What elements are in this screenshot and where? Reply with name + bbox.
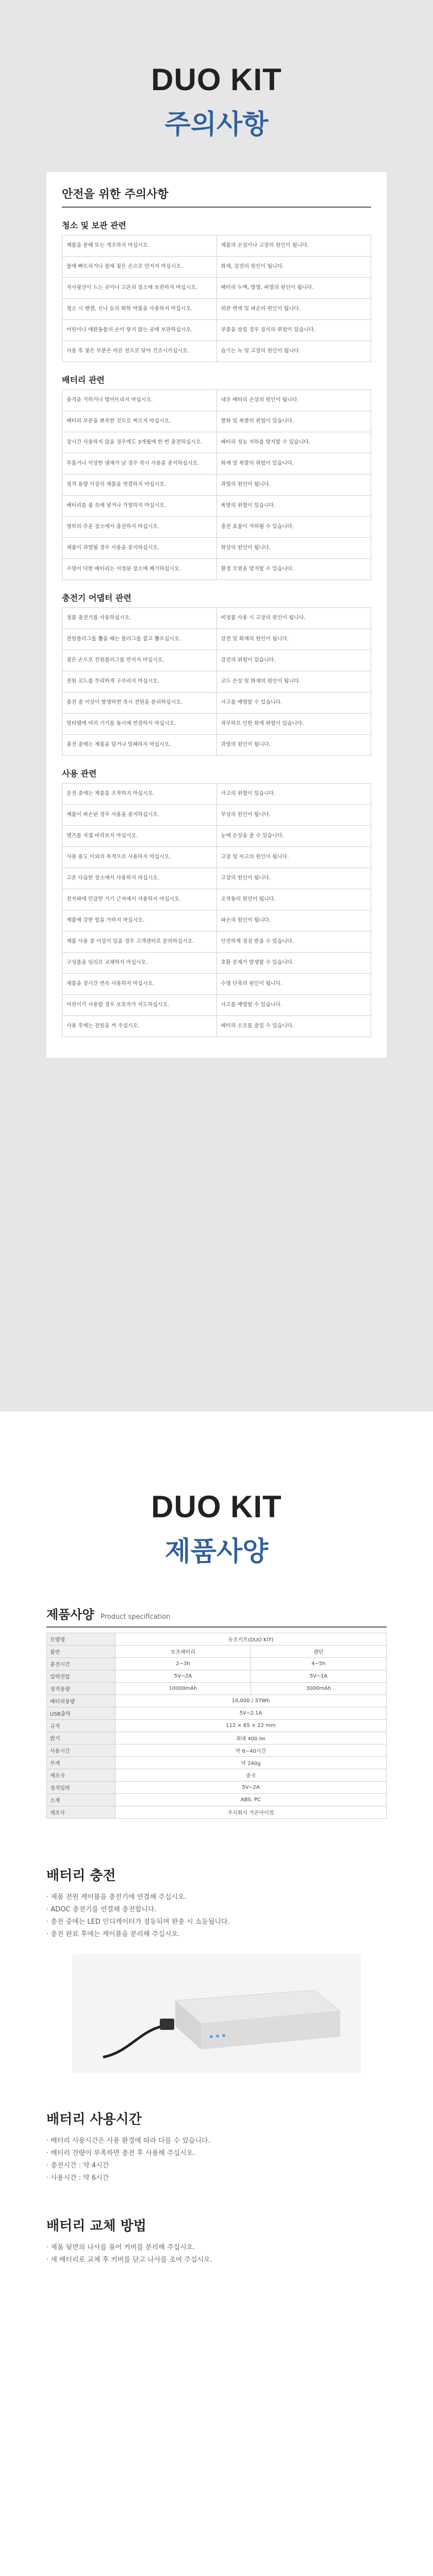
spec-label: 제조사 (47, 1806, 115, 1819)
precaution-item: 부풀거나 이상한 냄새가 날 경우 즉시 사용을 중지하십시오. (62, 453, 217, 474)
spec-value: 4~5h (251, 1658, 387, 1670)
spec-value: 5V⎓2A (115, 1670, 251, 1683)
precaution-item: 전원플러그를 뽑을 때는 플러그를 잡고 뽑으십시오. (62, 629, 217, 650)
spec-row (47, 1707, 387, 1720)
precaution-item: 전자파에 민감한 기기 근처에서 사용하지 마십시오. (62, 889, 217, 910)
precaution-group-heading: 충전기 어댑터 관련 (62, 593, 131, 603)
precaution-reason: 감전의 위험이 있습니다. (216, 650, 371, 671)
shipping-section (0, 2463, 433, 2576)
precaution-group-heading: 청소 및 보관 관련 (62, 221, 126, 230)
spec-row (47, 1806, 387, 1819)
precaution-reason: 사고의 위험이 있습니다. (216, 784, 371, 805)
precaution-reason: 부품을 삼킬 경우 질식의 위험이 있습니다. (216, 320, 371, 341)
precaution-item: 제품을 분해 또는 개조하지 마십시오. (62, 235, 217, 257)
spec-label: 규격 (47, 1720, 115, 1732)
precaution-row (62, 411, 371, 432)
precaution-reason: 내부 배터리 손상의 원인이 됩니다. (216, 390, 371, 411)
precaution-row (62, 474, 371, 496)
precaution-reason: 폭발의 위험이 있습니다. (216, 496, 371, 517)
precaution-item: 운전 중에는 제품을 조작하지 마십시오. (62, 784, 217, 805)
precaution-row (62, 235, 371, 257)
precaution-item: 사용 후 젖은 부분은 마른 천으로 닦아 건조시키십시오. (62, 341, 217, 362)
spec-value: 10,000 / 37Wh (115, 1695, 387, 1707)
precaution-item: 구성품을 임의로 교체하지 마십시오. (62, 953, 217, 974)
spec-value: 랜턴 (251, 1646, 387, 1658)
spec-value: 약 240g (115, 1757, 387, 1769)
spec-label: 정격입력 (47, 1782, 115, 1794)
precaution-item: 제품이 파손된 경우 사용을 중지하십시오. (62, 805, 217, 826)
precaution-reason: 파손의 원인이 됩니다. (216, 910, 371, 931)
precaution-row (62, 735, 371, 756)
precaution-row (62, 805, 371, 826)
spec-row (47, 1757, 387, 1769)
precaution-reason: 과열의 원인이 됩니다. (216, 474, 371, 496)
specs-section (0, 1412, 433, 2463)
spec-value: 듀오키트(DUO KIT) (115, 1633, 387, 1646)
precaution-item: 배터리 부분을 뾰족한 것으로 찌르지 마십시오. (62, 411, 217, 432)
precaution-item: 청소 시 벤젠, 신나 등의 화학 약품을 사용하지 마십시오. (62, 299, 217, 320)
spec-label: 배터리용량 (47, 1695, 115, 1707)
spec-block (46, 1604, 387, 1819)
precaution-row (62, 1016, 371, 1037)
spec-value: 약 6~40시간 (115, 1744, 387, 1757)
spec-label: 무게 (47, 1757, 115, 1769)
spec-label: 제조국 (47, 1769, 115, 1782)
usage-bullets (46, 2135, 387, 2184)
spec-label: 밝기 (47, 1732, 115, 1744)
precaution-row (62, 538, 371, 559)
spec-row (47, 1744, 387, 1757)
precaution-item: 충전 중에는 제품을 덮거나 밀폐하지 마십시오. (62, 735, 217, 756)
precaution-table (62, 235, 371, 362)
precaution-row (62, 629, 371, 650)
spec-value: 5V⎓2.1A (115, 1707, 387, 1720)
precaution-row (62, 517, 371, 538)
precautions-card (46, 172, 387, 1058)
precaution-item: 멀티탭에 여러 기기를 동시에 연결하지 마십시오. (62, 714, 217, 735)
precaution-item: 전원 코드를 무리하게 구부리지 마십시오. (62, 671, 217, 692)
precaution-row (62, 714, 371, 735)
precaution-reason: 화재, 감전의 원인이 됩니다. (216, 257, 371, 278)
precaution-reason: 안전하게 점검 받을 수 있습니다. (216, 931, 371, 953)
precaution-reason: 과열의 원인이 됩니다. (216, 735, 371, 756)
bullet-item: · 배터리 잔량이 부족하면 충전 후 사용해 주십시오. (46, 2149, 195, 2157)
precaution-item: 젖은 손으로 전원플러그를 만지지 마십시오. (62, 650, 217, 671)
precaution-row (62, 974, 371, 995)
section-title: 주의사항 (164, 109, 269, 140)
bullet-item: · 사용시간 : 약 6시간 (46, 2174, 109, 2182)
spec-value: 보조배터리 (115, 1646, 251, 1658)
precaution-row (62, 299, 371, 320)
precaution-row (62, 995, 371, 1016)
precaution-item: 정품 충전기를 사용하십시오. (62, 608, 217, 629)
precaution-item: 어린이가 사용할 경우 보호자가 지도하십시오. (62, 995, 217, 1016)
precaution-reason: 화상의 원인이 됩니다. (216, 538, 371, 559)
precaution-reason: 사고를 예방할 수 있습니다. (216, 692, 371, 714)
spec-label: 충전시간 (47, 1658, 115, 1670)
precaution-row (62, 278, 371, 299)
bullet-item: · 제품 전원 케이블을 충전기에 연결해 주십시오. (46, 1893, 187, 1901)
precaution-reason: 화재 및 폭발의 위험이 있습니다. (216, 453, 371, 474)
spec-row (47, 1732, 387, 1744)
spec-row (47, 1782, 387, 1794)
precaution-reason: 과부하로 인한 화재 위험이 있습니다. (216, 714, 371, 735)
precaution-item: 렌즈를 직접 바라보지 마십시오. (62, 826, 217, 847)
spec-value: 2~3h (115, 1658, 251, 1670)
precaution-groups (62, 219, 371, 1037)
precaution-reason: 부상의 원인이 됩니다. (216, 805, 371, 826)
card-title: 안전을 위한 주의사항 (62, 185, 371, 208)
precaution-reason: 배터리 성능 저하를 방지할 수 있습니다. (216, 432, 371, 453)
precaution-row (62, 931, 371, 953)
spec-value: 112 × 65 × 22 mm (115, 1720, 387, 1732)
precaution-reason: 눈에 손상을 줄 수 있습니다. (216, 826, 371, 847)
precaution-row (62, 432, 371, 453)
precaution-item: 제품이 과열될 경우 사용을 중지하십시오. (62, 538, 217, 559)
spec-row (47, 1633, 387, 1646)
section-title: 제품사양 (164, 1536, 269, 1567)
brand-title: DUO KIT (151, 1489, 282, 1524)
bullet-item: · 충전시간 : 약 4시간 (46, 2162, 109, 2170)
spec-row (47, 1683, 387, 1695)
bullet-item: · ADOC 충전기를 연결해 충전합니다. (46, 1906, 157, 1913)
spec-value: 주식회사 가온아이컴 (115, 1806, 387, 1819)
spec-label: 입력전압 (47, 1670, 115, 1683)
spec-value: 3000mAh (251, 1683, 387, 1695)
charging-bullets (46, 1891, 387, 1941)
precaution-item: 충전 중 이상이 발생하면 즉시 전원을 분리하십시오. (62, 692, 217, 714)
charging-block (0, 1865, 433, 2073)
precaution-row (62, 341, 371, 362)
spec-row (47, 1794, 387, 1806)
precaution-row (62, 692, 371, 714)
precaution-row (62, 559, 371, 580)
spec-value: 10000mAh (115, 1683, 251, 1695)
spec-row (47, 1670, 387, 1683)
bullet-item: · 제품 뒷면의 나사를 풀어 커버를 분리해 주십시오. (46, 2244, 195, 2251)
precaution-reason: 습기는 녹 및 고장의 원인이 됩니다. (216, 341, 371, 362)
spec-value: 5V⎓2A (115, 1782, 387, 1794)
spec-row (47, 1658, 387, 1670)
usage-title: 배터리 사용시간 (46, 2112, 142, 2127)
precaution-table (62, 607, 371, 756)
spec-row (47, 1695, 387, 1707)
bullet-item: · 충전 중에는 LED 인디케이터가 점등되며 완충 시 소등됩니다. (46, 1918, 230, 1926)
precaution-row (62, 953, 371, 974)
precaution-row (62, 390, 371, 411)
precaution-reason: 오작동의 원인이 됩니다. (216, 889, 371, 910)
precaution-reason: 수명 단축의 원인이 됩니다. (216, 974, 371, 995)
charging-title: 배터리 충전 (46, 1868, 116, 1884)
spec-value: ABS, PC (115, 1794, 387, 1806)
precaution-item: 제품을 장시간 연속 사용하지 마십시오. (62, 974, 217, 995)
brand-title: DUO KIT (151, 62, 282, 97)
powerbank-illustration (72, 1954, 361, 2073)
precaution-row (62, 784, 371, 805)
precaution-row (62, 257, 371, 278)
precaution-reason: 사고를 예방할 수 있습니다. (216, 995, 371, 1016)
precaution-row (62, 671, 371, 692)
precaution-item: 영하의 추운 장소에서 충전하지 마십시오. (62, 517, 217, 538)
precaution-reason: 호환 문제가 발생할 수 있습니다. (216, 953, 371, 974)
bullet-item: · 충전 완료 후에는 케이블을 분리해 주십시오. (46, 1930, 180, 1938)
precaution-row (62, 847, 371, 868)
precaution-item: 어린이나 애완동물의 손이 닿지 않는 곳에 보관하십시오. (62, 320, 217, 341)
spec-label: 소재 (47, 1794, 115, 1806)
precaution-item: 장시간 사용하지 않을 경우에도 3개월에 한 번 충전하십시오. (62, 432, 217, 453)
precaution-item: 사용 용도 이외의 목적으로 사용하지 마십시오. (62, 847, 217, 868)
precaution-item: 직사광선이 드는 곳이나 고온의 장소에 보관하지 마십시오. (62, 278, 217, 299)
spec-row (47, 1769, 387, 1782)
precaution-reason: 환경 오염을 방지할 수 있습니다. (216, 559, 371, 580)
spec-label: USB출력 (47, 1707, 115, 1720)
precaution-item: 배터리를 불 속에 넣거나 가열하지 마십시오. (62, 496, 217, 517)
spec-label: 사용시간 (47, 1744, 115, 1757)
precaution-reason: 고장 및 사고의 원인이 됩니다. (216, 847, 371, 868)
precaution-item: 사용 후에는 전원을 꺼 주십시오. (62, 1016, 217, 1037)
bullet-item: · 배터리 사용시간은 사용 환경에 따라 다를 수 있습니다. (46, 2137, 210, 2145)
precaution-row (62, 320, 371, 341)
spec-row (47, 1646, 387, 1658)
spec-row (47, 1720, 387, 1732)
precaution-reason: 배터리 누액, 발열, 파열의 원인이 됩니다. (216, 278, 371, 299)
precaution-group-heading: 배터리 관련 (62, 375, 105, 385)
precaution-item: 제품 사용 중 이상이 있을 경우 고객센터로 문의하십시오. (62, 931, 217, 953)
precaution-row (62, 868, 371, 889)
precaution-item: 수명이 다한 배터리는 지정된 장소에 폐기하십시오. (62, 559, 217, 580)
precaution-item: 물에 빠뜨리거나 물에 젖은 손으로 만지지 마십시오. (62, 257, 217, 278)
product-image (72, 1954, 361, 2073)
replace-title: 배터리 교체 방법 (46, 2218, 146, 2234)
usage-block (0, 2109, 433, 2184)
spec-card-title: 제품사양 Product specification (46, 1604, 387, 1628)
spec-label: 모델명 (47, 1633, 115, 1646)
precaution-reason: 감전 및 화재의 원인이 됩니다. (216, 629, 371, 650)
precaution-row (62, 453, 371, 474)
precaution-item: 고온 다습한 장소에서 사용하지 마십시오. (62, 868, 217, 889)
precaution-reason: 제품의 손상이나 고장의 원인이 됩니다. (216, 235, 371, 257)
spec-value: 최대 400 lm (115, 1732, 387, 1744)
precaution-item: 충격을 가하거나 떨어뜨리지 마십시오. (62, 390, 217, 411)
spec-label: 품번 (47, 1646, 115, 1658)
precaution-row (62, 910, 371, 931)
precaution-reason: 코드 손상 및 화재의 원인이 됩니다. (216, 671, 371, 692)
spec-value: 5V⎓1A (251, 1670, 387, 1683)
precaution-reason: 외관 변색 및 파손의 원인이 됩니다. (216, 299, 371, 320)
precaution-row (62, 496, 371, 517)
precaution-row (62, 650, 371, 671)
precaution-row (62, 826, 371, 847)
precaution-item: 제품에 강한 힘을 가하지 마십시오. (62, 910, 217, 931)
replace-bullets (46, 2242, 387, 2266)
precaution-reason: 충전 효율이 저하될 수 있습니다. (216, 517, 371, 538)
precaution-table (62, 389, 371, 580)
precaution-row (62, 889, 371, 910)
precaution-reason: 비정품 사용 시 고장의 원인이 됩니다. (216, 608, 371, 629)
precaution-reason: 고장의 원인이 됩니다. (216, 868, 371, 889)
spec-value: 중국 (115, 1769, 387, 1782)
spec-table (46, 1633, 387, 1819)
precaution-reason: 배터리 소모를 줄일 수 있습니다. (216, 1016, 371, 1037)
replace-block (0, 2215, 433, 2266)
precaution-table (62, 783, 371, 1037)
precaution-row (62, 608, 371, 629)
precaution-group-heading: 사용 관련 (62, 769, 97, 778)
spec-label: 정격용량 (47, 1683, 115, 1695)
spec-card-title-en: Product specification (101, 1613, 171, 1621)
bullet-item: · 새 배터리로 교체 후 커버를 닫고 나사를 조여 주십시오. (46, 2256, 212, 2264)
precaution-item: 정격 용량 이상의 제품을 연결하지 마십시오. (62, 474, 217, 496)
precaution-reason: 발화 및 폭발의 위험이 있습니다. (216, 411, 371, 432)
